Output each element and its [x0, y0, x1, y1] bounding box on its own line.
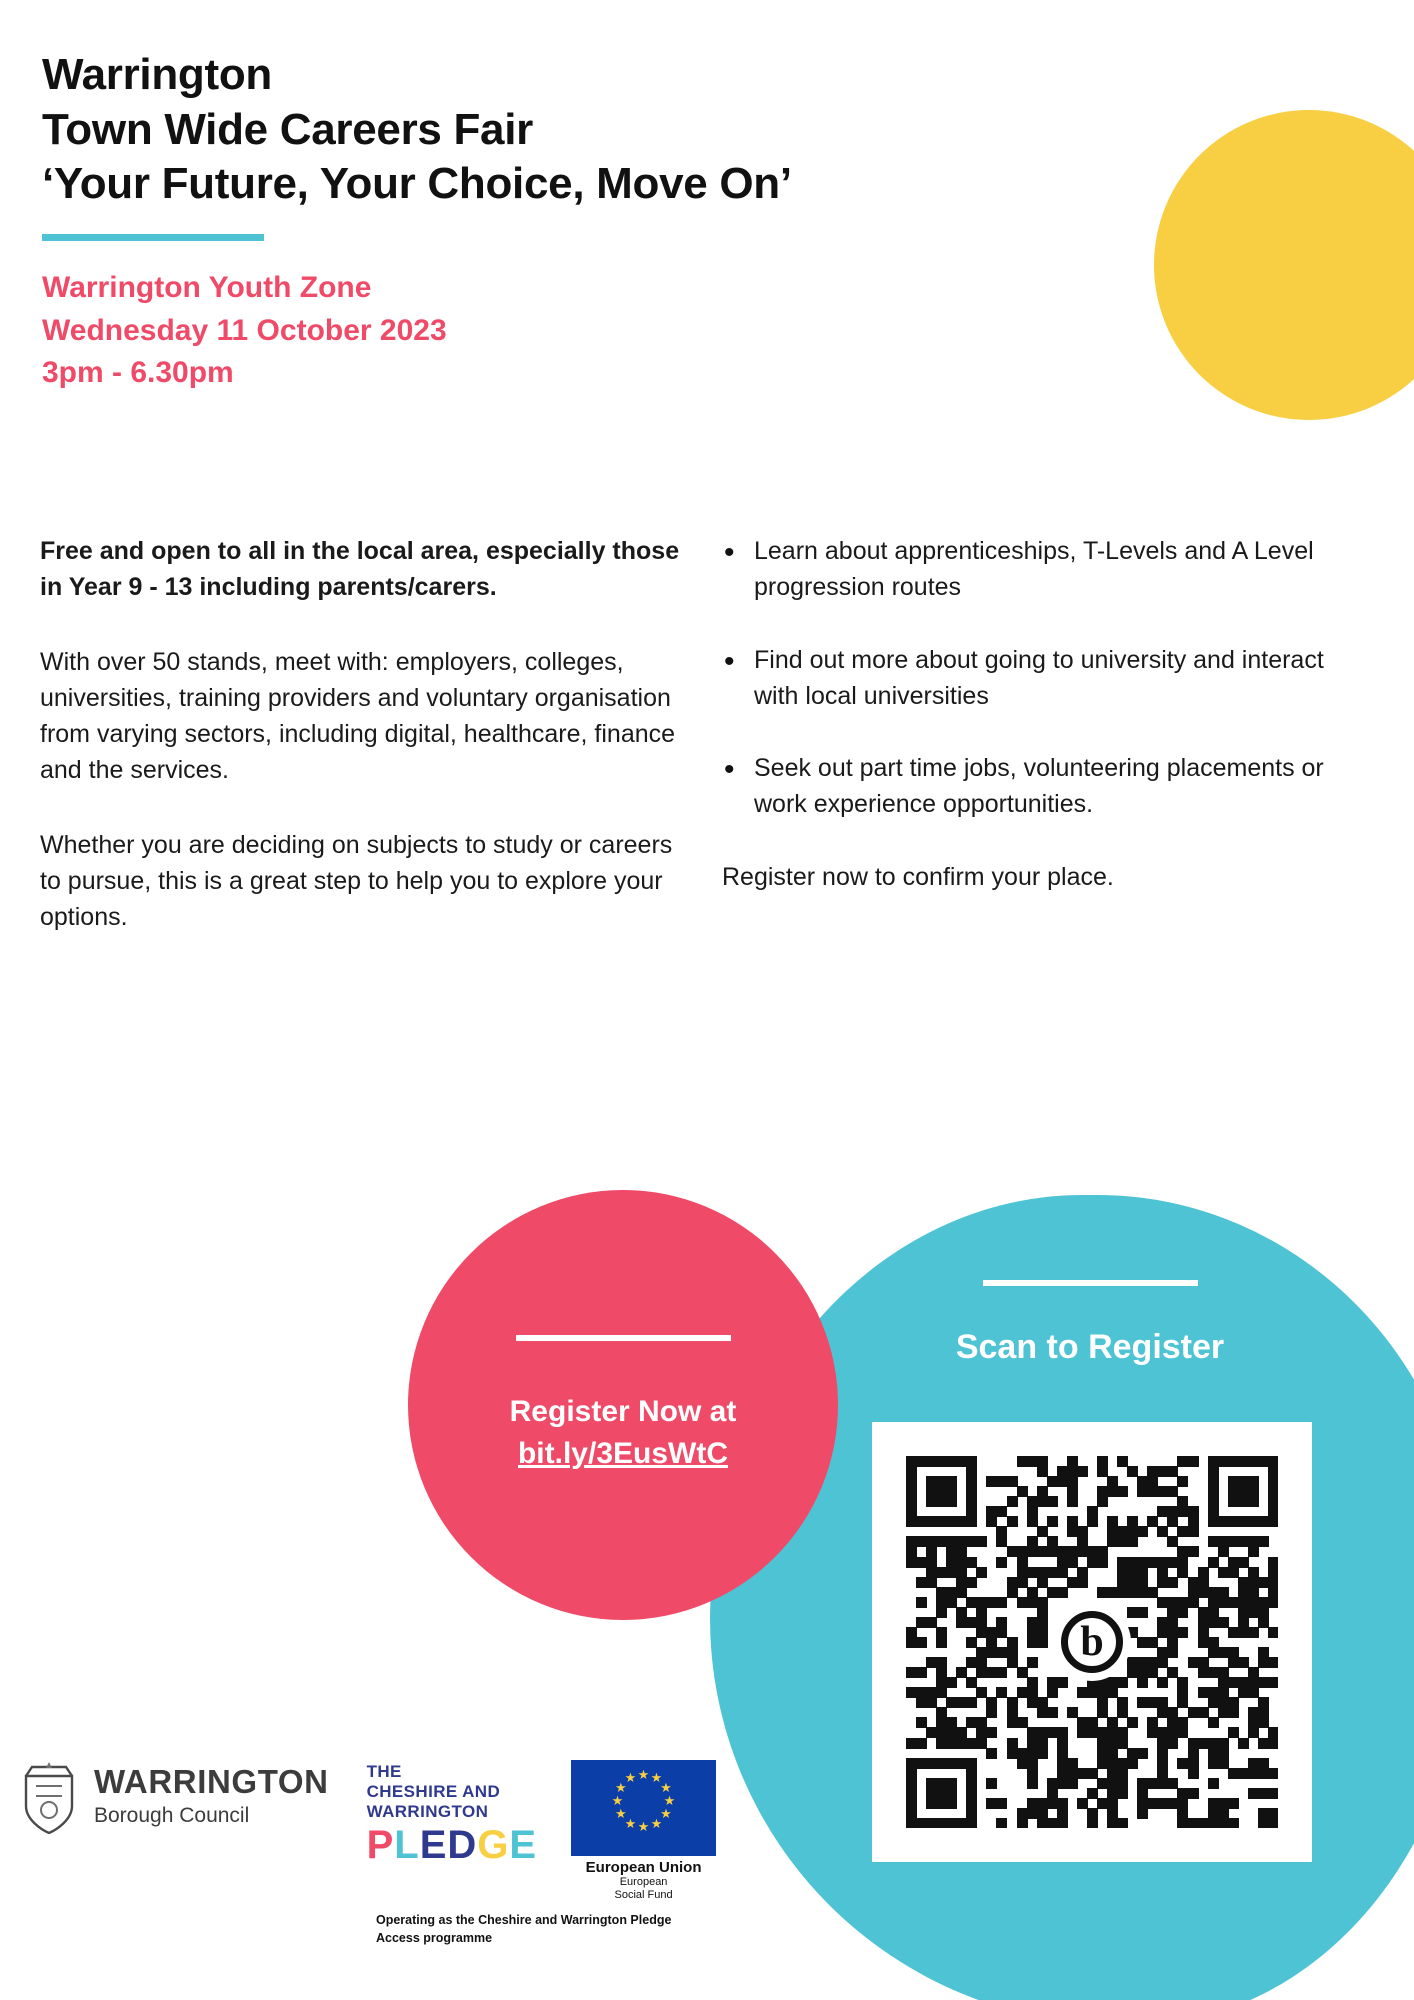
list-item: • Learn about apprenticeships, T-Levels and A Level progression routes — [718, 533, 1368, 606]
event-venue: Warrington Youth Zone — [42, 270, 372, 304]
eu-subtitle-2: Social Fund — [614, 1889, 673, 1902]
warrington-borough-council-logo — [18, 1758, 329, 1834]
council-name: WARRINGTON — [94, 1762, 329, 1800]
register-link[interactable]: bit.ly/3EusWtC — [517, 1437, 728, 1470]
teal-divider — [983, 1280, 1198, 1286]
page-title-line-1: Warrington — [42, 50, 272, 99]
pledge-letter: P — [366, 1823, 395, 1868]
pledge-letter: E — [509, 1823, 538, 1868]
stands-paragraph: With over 50 stands, meet with: employers, colleges, universities, training providers and voluntary organisation from varying sectors, including digital, healthcare, finance and the services. — [40, 647, 676, 785]
scan-to-register-label: Scan to Register — [955, 1328, 1225, 1366]
register-link-callout — [408, 1190, 838, 1620]
council-crest-icon — [18, 1758, 80, 1834]
pledge-line-3: WARRINGTON — [366, 1802, 489, 1822]
eu-title: European Union — [585, 1859, 702, 1876]
council-logo-text — [94, 1764, 329, 1828]
qr-code-image[interactable] — [906, 1456, 1278, 1828]
explore-options-paragraph: Whether you are deciding on subjects to study or careers to pursue, this is a great step to help you to explore your options. — [40, 830, 673, 931]
title-divider — [42, 234, 264, 241]
qr-center-logo — [1053, 1603, 1131, 1681]
council-subtitle: Borough Council — [94, 1804, 250, 1828]
eu-star-icon: ★ — [660, 1806, 672, 1821]
pledge-wordmark — [367, 1824, 538, 1866]
page-title-line-3: ‘Your Future, Your Choice, Move On’ — [42, 159, 792, 209]
scan-callout — [870, 1280, 1310, 1367]
cheshire-warrington-pledge-logo — [367, 1762, 538, 1866]
pledge-line-1: THE — [366, 1762, 402, 1781]
event-time: 3pm - 6.30pm — [42, 356, 234, 390]
eu-caption — [571, 1859, 716, 1903]
eu-star-icon: ★ — [615, 1780, 627, 1795]
eu-star-icon: ★ — [663, 1793, 676, 1808]
eu-star-icon: ★ — [660, 1780, 672, 1795]
eu-star-icon: ★ — [624, 1815, 637, 1831]
left-text-column — [40, 533, 700, 935]
event-date: Wednesday 11 October 2023 — [42, 313, 447, 347]
eu-star-icon: ★ — [650, 1815, 663, 1831]
eu-star-icon: ★ — [637, 1767, 650, 1782]
eu-flag-icon — [571, 1760, 716, 1856]
register-now-note: Register now to confirm your place. — [722, 862, 1114, 891]
pledge-letter: L — [394, 1823, 420, 1868]
intro-lead-text: Free and open to all in the local area, especially those in Year 9 - 13 including parents/carers. — [40, 537, 680, 602]
yellow-circle-decoration — [1154, 110, 1414, 420]
benefits-list — [718, 533, 1368, 823]
right-text-column — [718, 533, 1368, 895]
eu-star-icon: ★ — [650, 1770, 663, 1786]
pledge-line-2: CHESHIRE AND — [366, 1782, 501, 1802]
poster-header — [42, 48, 1142, 395]
eu-star-icon: ★ — [624, 1770, 637, 1786]
list-item: • Seek out part time jobs, volunteering placements or work experience opportunities. — [718, 750, 1368, 823]
register-cta-text — [510, 1391, 737, 1475]
qr-code-panel — [872, 1422, 1312, 1862]
european-union-logo — [571, 1760, 716, 1903]
page-title-line-2: Town Wide Careers Fair — [42, 104, 533, 154]
pledge-letter: D — [447, 1823, 478, 1868]
eu-star-icon: ★ — [615, 1806, 627, 1821]
pledge-letter: E — [419, 1823, 448, 1868]
bitly-glyph: b — [1061, 1611, 1123, 1673]
eu-subtitle-1: European — [619, 1876, 668, 1889]
footer-logos — [18, 1758, 778, 1903]
pink-divider — [516, 1335, 731, 1341]
eu-star-icon: ★ — [637, 1819, 650, 1834]
pledge-letter: G — [477, 1823, 510, 1868]
programme-note: Operating as the Cheshire and Warrington Pledge Access programme — [376, 1913, 672, 1945]
register-cta-line: Register Now at — [509, 1395, 737, 1428]
list-item: • Find out more about going to university and interact with local universities — [718, 642, 1368, 715]
eu-star-icon: ★ — [611, 1793, 624, 1808]
